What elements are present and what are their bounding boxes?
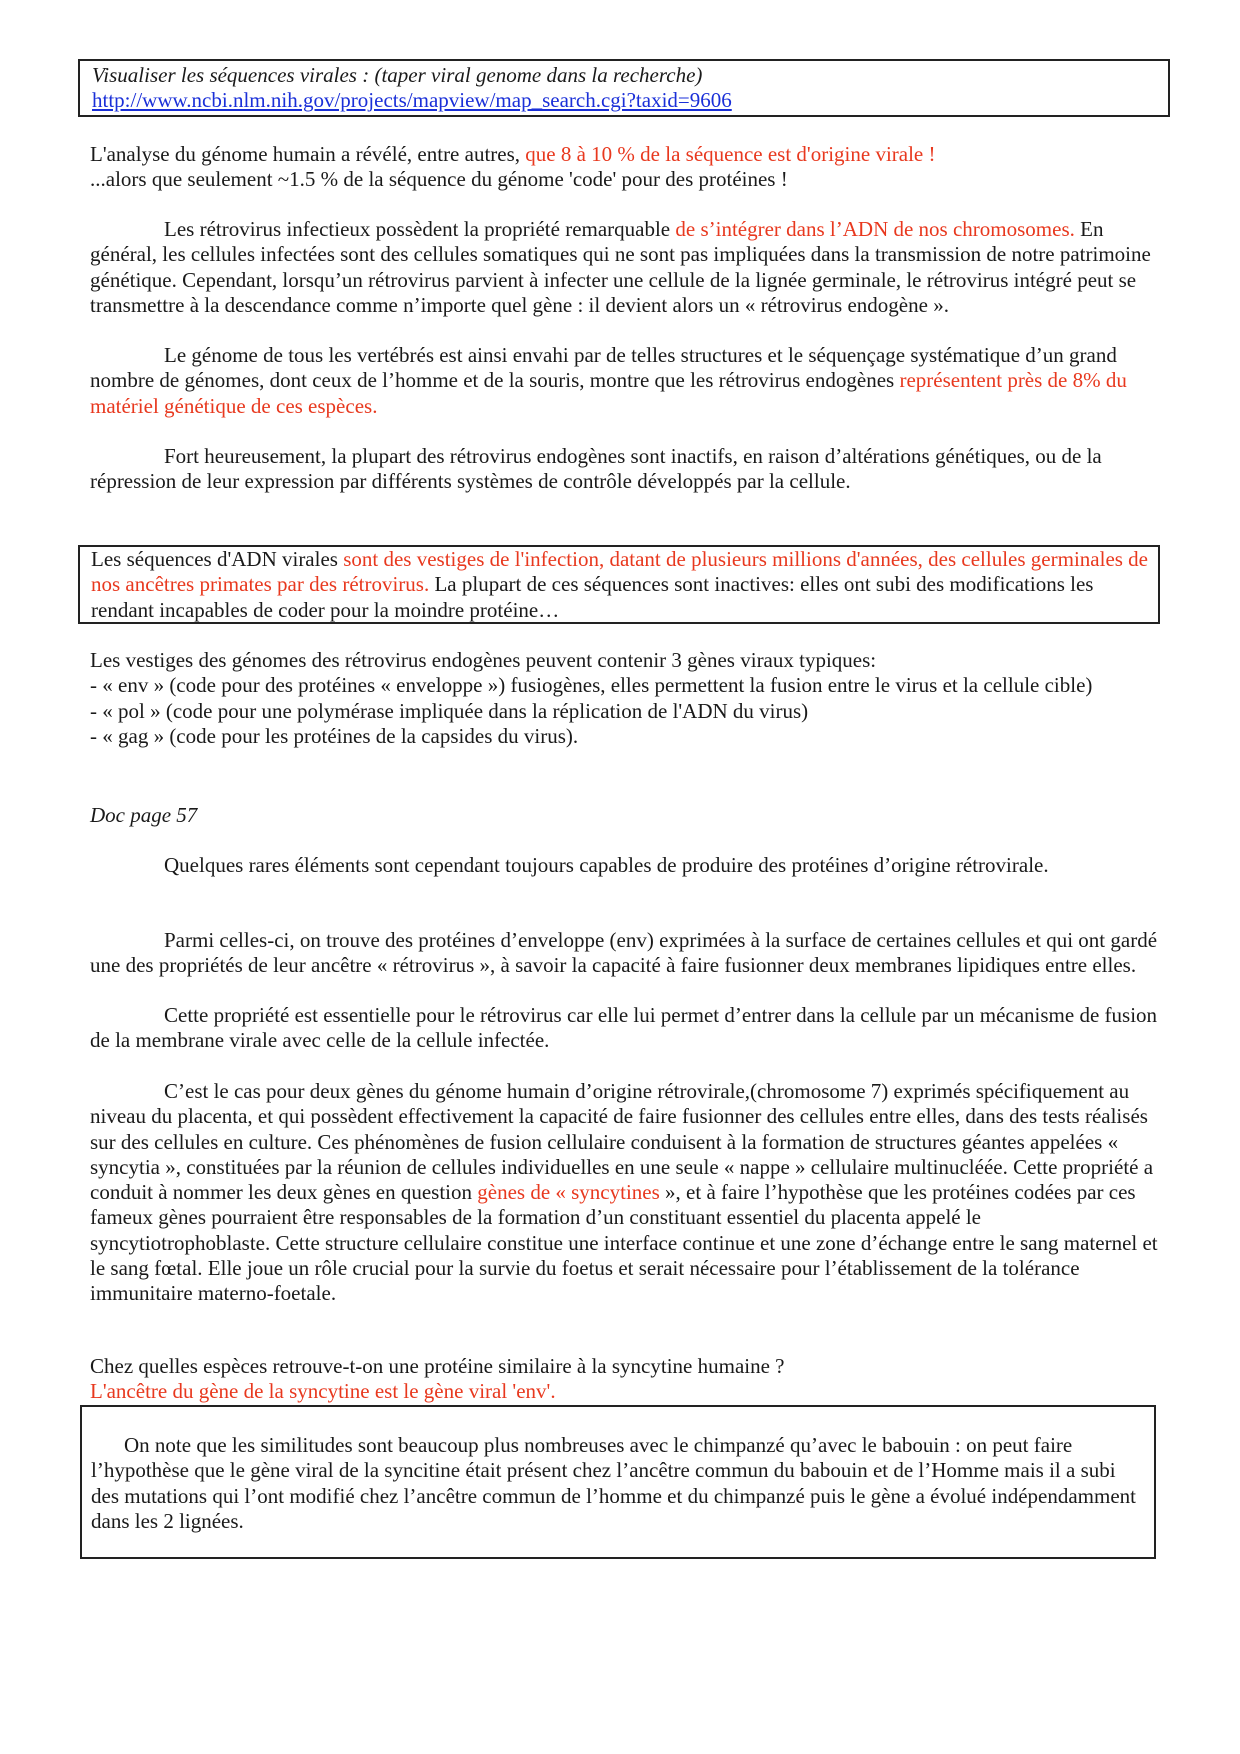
paragraph-syncytines: C’est le cas pour deux gènes du génome humain d’origine rétrovirale,(chromosome 7) exprimés spécifiquement au niveau du placenta, et qui possèdent effectivement la capacité de faire fusionner des cellules entre elles, dans des tests réalisés sur des cellules en culture. Ces phénomènes de fusion cellulaire conduisent à la formation de structures géantes appelées « syncytia », constituées par la réunion de cellules individuelles en une seule « nappe » cellulaire multinucléée. Cette propriété a conduit à nommer les deux gènes en question gènes de « syncytines », et à faire l’hypothèse que les protéines codées par ces fameux gènes pourraient être responsables de la formation d’un constituant essentiel du placenta appelé le syncytiotrophoblaste. Cette structure cellulaire constitue une interface continue et une zone d’échange entre le sang maternel et le sang fœtal. Elle joue un rôle crucial pour la survie du foetus et serait nécessaire pour l’établissement de la tolérance immunitaire materno-foetale. xyxy=(90,1079,1158,1306)
highlight-integration: de s’intégrer dans l’ADN de nos chromosomes. xyxy=(675,217,1075,241)
gene-pol: - « pol » (code pour une polymérase impliquée dans la réplication de l'ADN du virus) xyxy=(90,698,809,723)
genes-intro: Les vestiges des génomes des rétrovirus endogènes peuvent contenir 3 gènes viraux typiques: xyxy=(90,648,877,672)
highlight-viral-share: que 8 à 10 % de la séquence est d'origine virale ! xyxy=(525,142,936,166)
conclusion-box xyxy=(80,1405,1156,1559)
highlight-syncytines: gènes de « syncytines xyxy=(477,1180,660,1205)
instruction-text: Visualiser les séquences virales : (taper viral genome dans la recherche) xyxy=(92,63,703,87)
paragraph-vertebrate-genomes: Le génome de tous les vertébrés est ainsi envahi par de telles structures et le séquençage systématique d’un grand nombre de génomes, dont ceux de l’homme et de la souris, montre que les rétrovirus endogènes représentent près de 8% du matériel génétique de ces espèces. xyxy=(90,343,1127,418)
paragraph-fusion-property: Cette propriété est essentielle pour le rétrovirus car elle lui permet d’entrer dans la cellule par un mécanisme de fusion de la membrane virale avec celle de la cellule infectée. xyxy=(90,1003,1158,1053)
highlight-vestiges: sont des vestiges de l'infection, datant de plusieurs millions d'années, des cellules germinales de nos ancêtres primates par des rétrovirus. xyxy=(91,547,1149,597)
conclusion-text: On note que les similitudes sont beaucoup plus nombreuses avec le chimpanzé qu’avec le babouin : on peut faire l’hypothèse que le gène viral de la syncitine était présent chez l’ancêtre commun du babouin et de l’Homme mais il a subi des mutations qui l’ont modifié chez l’ancêtre commun de l’homme et du chimpanzé puis le gène a évolué indépendamment dans les 2 lignées. xyxy=(91,1433,1136,1533)
ncbi-link[interactable]: http://www.ncbi.nlm.nih.gov/projects/mapview/map_search.cgi?taxid=9606 xyxy=(92,88,732,113)
paragraph-inactive-retrovirus: Fort heureusement, la plupart des rétrovirus endogènes sont inactifs, en raison d’altérations génétiques, ou de la répression de leur expression par différents systèmes de contrôle développés par la cellule. xyxy=(90,444,1102,494)
viral-genes-list xyxy=(90,648,1160,749)
paragraph-retrovirus-integration: Les rétrovirus infectieux possèdent la propriété remarquable de s’intégrer dans l’ADN de nos chromosomes. En général, les cellules infectées sont des cellules somatiques qui ne sont pas impliquées dans la transmission de notre patrimoine génétique. Cependant, lorsqu’un rétrovirus parvient à infecter une cellule de la lignée germinale, le rétrovirus intégré peut se transmettre à la descendance comme n’importe quel gène : il devient alors un « rétrovirus endogène ». xyxy=(90,217,1151,317)
paragraph-viral-share: L'analyse du génome humain a révélé, entre autres, que 8 à 10 % de la séquence est d'origine virale ! ...alors que seulement ~1.5 % de la séquence du génome 'code' pour des protéines ! xyxy=(90,142,936,192)
doc-page-reference: Doc page 57 xyxy=(90,803,198,827)
gene-gag: - « gag » (code pour les protéines de la capsides du virus). xyxy=(90,723,579,748)
header-box xyxy=(78,59,1170,117)
gene-env: - « env » (code pour des protéines « enveloppe ») fusiogènes, elles permettent la fusion entre le virus et la cellule cible) xyxy=(90,673,1093,698)
question-text: Chez quelles espèces retrouve-t-on une protéine similaire à la syncytine humaine ? xyxy=(90,1354,785,1378)
answer-text: L'ancêtre du gène de la syncytine est le gène viral 'env'. xyxy=(90,1379,556,1404)
vestiges-box: Les séquences d'ADN virales sont des vestiges de l'infection, datant de plusieurs millions d'années, des cellules germinales de nos ancêtres primates par des rétrovirus. La plupart de ces séquences sont inactives: elles ont subi des modifications les rendant incapables de coder pour la moindre protéine… xyxy=(78,545,1160,624)
question-block xyxy=(90,1354,1160,1405)
highlight-eight-percent: représentent près de 8% du matériel génétique de ces espèces. xyxy=(90,368,1127,418)
paragraph-envelope-proteins: Parmi celles-ci, on trouve des protéines d’enveloppe (env) exprimées à la surface de certaines cellules et qui ont gardé une des propriétés de leur ancêtre « rétrovirus », à savoir la capacité à faire fusionner deux membranes lipidiques entre elles. xyxy=(90,928,1158,978)
paragraph-rare-elements: Quelques rares éléments sont cependant toujours capables de produire des protéines d’origine rétrovirale. xyxy=(164,853,1049,877)
